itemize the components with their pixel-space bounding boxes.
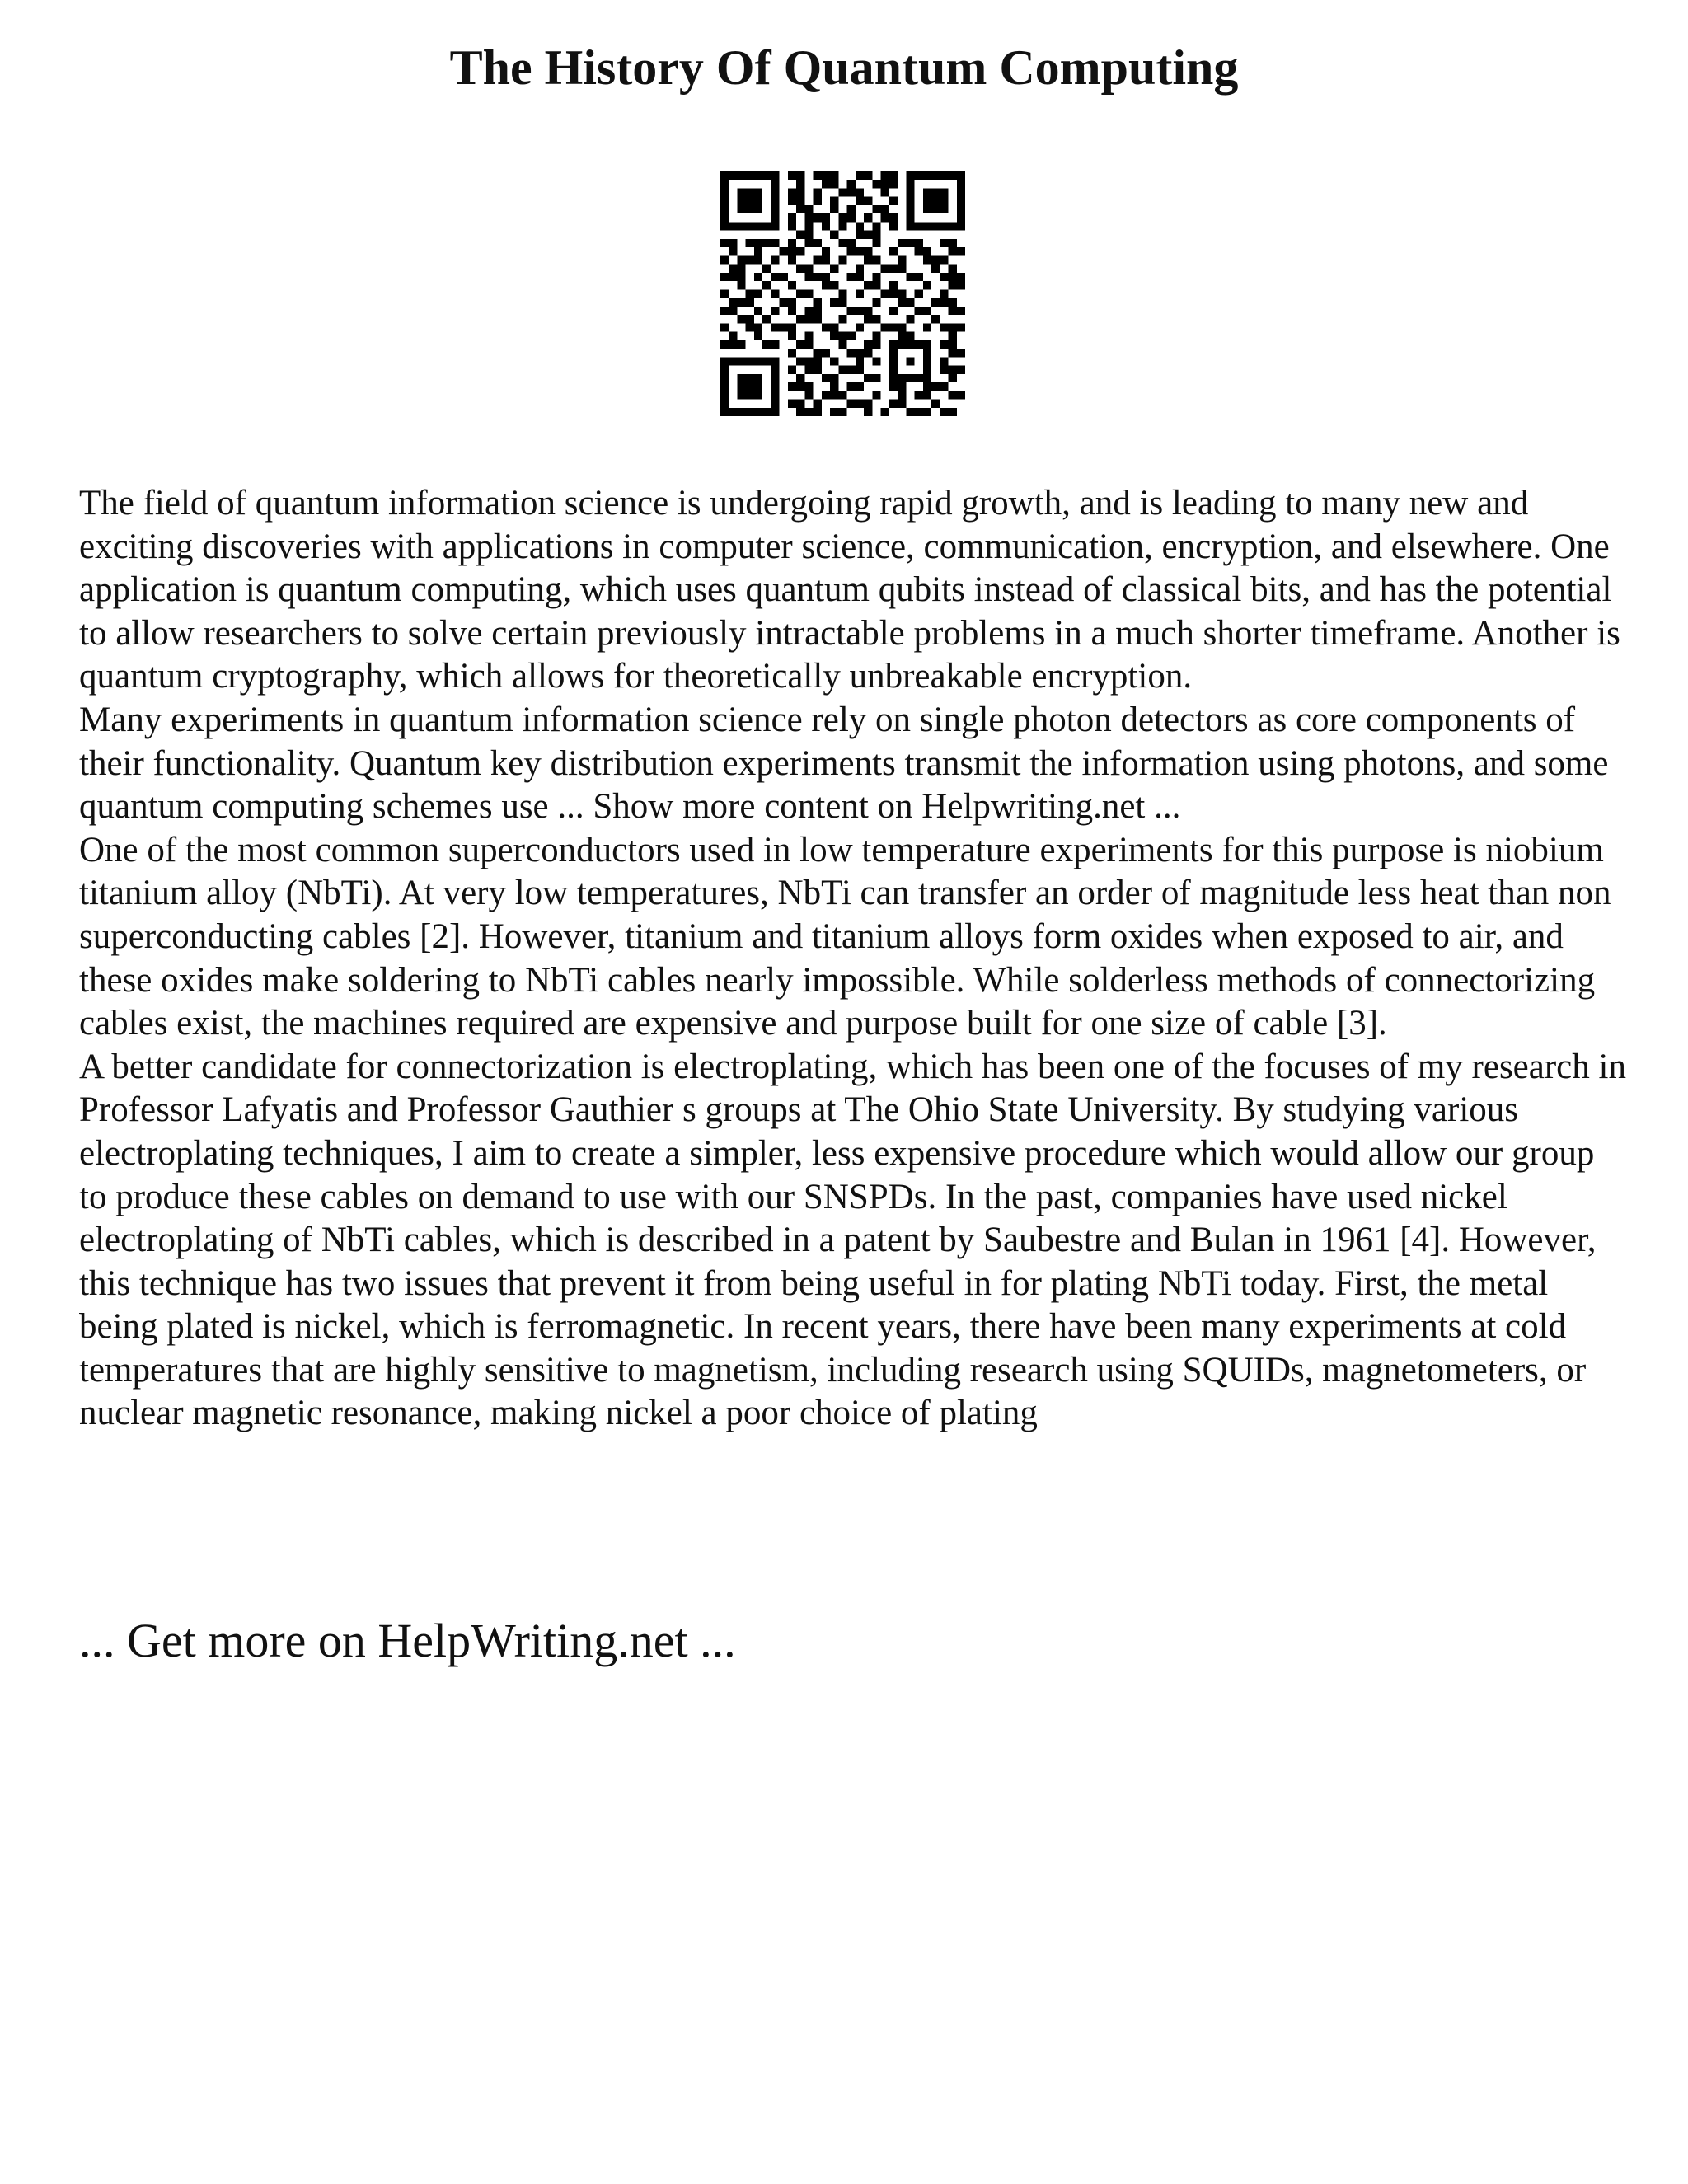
- paragraph-nbti: One of the most common superconductors used in low temperature experiments for this purpose is niobium titanium alloy (NbTi). At very low temperatures, NbTi can transfer an order of magnitude less heat than non superconducting cables [2]. However, titanium and titanium alloys form oxides when exposed to air, and these oxides make soldering to NbTi cables nearly impossible. While solderless methods of connectorizing cables exist, the machines required are expensive and purpose built for one size of cable [3].: [79, 830, 1611, 1043]
- qr-code-icon[interactable]: [720, 171, 965, 416]
- article-body: [79, 482, 1629, 1436]
- paragraph-electroplating: A better candidate for connectorization is electroplating, which has been one of the focuses of my research in Professor Lafyatis and Professor Gauthier s groups at The Ohio State University. By studying various electroplating techniques, I aim to create a simpler, less expensive procedure which would allow our group to produce these cables on demand to use with our SNSPDs. In the past, companies have used nickel electroplating of NbTi cables, which is described in a patent by Saubestre and Bulan in 1961 [4]. However, this technique has two issues that prevent it from being useful in for plating NbTi today. First, the metal being plated is nickel, which is ferromagnetic. In recent years, there have been many experiments at cold temperatures that are highly sensitive to magnetism, including research using SQUIDs, magnetometers, or nuclear magnetic resonance, making nickel a poor choice of plating: [79, 1047, 1626, 1433]
- page-title: The History Of Quantum Computing: [449, 40, 1239, 95]
- paragraph-intro: The field of quantum information science is undergoing rapid growth, and is leading to many new and exciting discoveries with applications in computer science, communication, encryption, and elsewhere. One application is quantum computing, which uses quantum qubits instead of classical bits, and has the potential to allow researchers to solve certain previously intractable problems in a much shorter timeframe. Another is quantum cryptography, which allows for theoretically unbreakable encryption.: [79, 484, 1620, 696]
- paragraph-photon-detectors: Many experiments in quantum information science rely on single photon detectors as core components of their functionality. Quantum key distribution experiments transmit the information using photons, and some quantum computing schemes use ... Show more content on Helpwriting.net ...: [79, 700, 1609, 827]
- get-more-link[interactable]: ... Get more on HelpWriting.net ...: [79, 1614, 736, 1667]
